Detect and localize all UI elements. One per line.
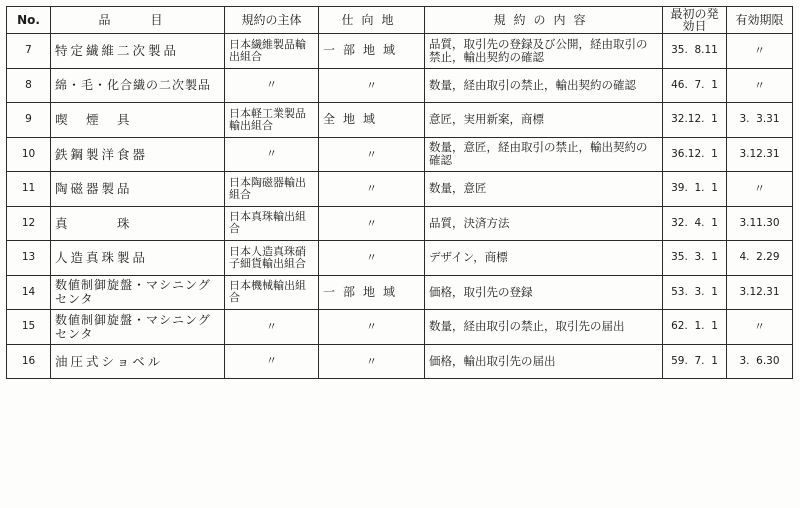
cell-expiry-date: 3.11.30 [727, 206, 793, 241]
cell-no: 15 [7, 310, 51, 345]
table-row [7, 241, 793, 276]
cell-expiry-date [727, 172, 793, 207]
table-row [7, 103, 793, 138]
cell-product: 数値制御旋盤・マシニングセンタ [51, 310, 225, 345]
table-row [7, 275, 793, 310]
cell-destination [319, 172, 425, 207]
table-row [7, 172, 793, 207]
header-content: 規約の内容 [425, 7, 663, 34]
table-row [7, 206, 793, 241]
cell-destination: 一部地域 [319, 275, 425, 310]
ditto-mark: 〃 [754, 320, 765, 334]
cell-no: 16 [7, 344, 51, 379]
cell-product: 数値制御旋盤・マシニングセンタ [51, 275, 225, 310]
cell-product: 鉄鋼製洋食器 [51, 137, 225, 172]
ditto-mark: 〃 [366, 147, 377, 161]
cell-first-effective-date: 32. 4. 1 [663, 206, 727, 241]
cell-expiry-date: 3.12.31 [727, 275, 793, 310]
cell-product: 特定繊維二次製品 [51, 34, 225, 69]
cell-first-effective-date: 32.12. 1 [663, 103, 727, 138]
cell-first-effective-date: 39. 1. 1 [663, 172, 727, 207]
cell-agreement-content: 品質，取引先の登録及び公開，経由取引の禁止，輸出契約の確認 [425, 34, 663, 69]
cell-first-effective-date: 36.12. 1 [663, 137, 727, 172]
cell-no: 12 [7, 206, 51, 241]
cell-regulating-body [225, 137, 319, 172]
cell-no: 13 [7, 241, 51, 276]
ditto-mark: 〃 [366, 216, 377, 230]
cell-product: 真 珠 [51, 206, 225, 241]
cell-first-effective-date: 35. 8.11 [663, 34, 727, 69]
cell-destination: 一部地域 [319, 34, 425, 69]
ditto-mark: 〃 [366, 78, 377, 92]
cell-destination [319, 137, 425, 172]
cell-destination [319, 206, 425, 241]
cell-destination [319, 241, 425, 276]
cell-expiry-date: 3. 3.31 [727, 103, 793, 138]
ditto-mark: 〃 [366, 354, 377, 368]
ditto-mark: 〃 [266, 147, 277, 161]
ditto-mark: 〃 [754, 182, 765, 196]
cell-product: 人造真珠製品 [51, 241, 225, 276]
cell-expiry-date: 3.12.31 [727, 137, 793, 172]
ditto-mark: 〃 [366, 182, 377, 196]
ditto-mark: 〃 [754, 78, 765, 92]
table-row [7, 344, 793, 379]
cell-no: 10 [7, 137, 51, 172]
cell-regulating-body: 日本繊維製品輸出組合 [225, 34, 319, 69]
table-row [7, 137, 793, 172]
cell-agreement-content: 意匠，実用新案，商標 [425, 103, 663, 138]
cell-destination [319, 68, 425, 103]
cell-expiry-date [727, 34, 793, 69]
cell-agreement-content: 品質，決済方法 [425, 206, 663, 241]
cell-no: 8 [7, 68, 51, 103]
cell-first-effective-date: 46. 7. 1 [663, 68, 727, 103]
cell-agreement-content: 価格，輸出取引先の届出 [425, 344, 663, 379]
ditto-mark: 〃 [366, 320, 377, 334]
ditto-mark: 〃 [366, 251, 377, 265]
cell-regulating-body: 日本軽工業製品輸出組合 [225, 103, 319, 138]
cell-agreement-content: 数量，経由取引の禁止，取引先の届出 [425, 310, 663, 345]
cell-regulating-body: 日本陶磁器輸出組合 [225, 172, 319, 207]
cell-first-effective-date: 53. 3. 1 [663, 275, 727, 310]
cell-agreement-content: 数量，経由取引の禁止，輸出契約の確認 [425, 68, 663, 103]
cell-agreement-content: デザイン，商標 [425, 241, 663, 276]
table-row [7, 34, 793, 69]
header-expiry: 有効期限 [727, 7, 793, 34]
cell-regulating-body [225, 310, 319, 345]
export-agreements-table [6, 6, 793, 379]
header-region: 仕向地 [319, 7, 425, 34]
cell-expiry-date: 4. 2.29 [727, 241, 793, 276]
cell-destination [319, 344, 425, 379]
cell-regulating-body [225, 68, 319, 103]
header-body: 規約の主体 [225, 7, 319, 34]
cell-expiry-date: 3. 6.30 [727, 344, 793, 379]
cell-product: 綿・毛・化合繊の二次製品 [51, 68, 225, 103]
cell-expiry-date [727, 68, 793, 103]
cell-no: 7 [7, 34, 51, 69]
cell-no: 11 [7, 172, 51, 207]
cell-regulating-body [225, 344, 319, 379]
cell-expiry-date [727, 310, 793, 345]
table-row [7, 68, 793, 103]
cell-agreement-content: 価格，取引先の登録 [425, 275, 663, 310]
ditto-mark: 〃 [754, 44, 765, 58]
cell-product: 陶磁器製品 [51, 172, 225, 207]
cell-agreement-content: 数量，意匠 [425, 172, 663, 207]
cell-agreement-content: 数量，意匠，経由取引の禁止，輸出契約の確認 [425, 137, 663, 172]
cell-no: 9 [7, 103, 51, 138]
cell-regulating-body: 日本機械輸出組合 [225, 275, 319, 310]
ditto-mark: 〃 [266, 319, 277, 333]
header-no: No. [7, 7, 51, 34]
cell-product: 喫 煙 具 [51, 103, 225, 138]
cell-destination: 全地域 [319, 103, 425, 138]
cell-regulating-body: 日本人造真珠硝子細貨輸出組合 [225, 241, 319, 276]
header-product: 品 目 [51, 7, 225, 34]
cell-product: 油圧式ショベル [51, 344, 225, 379]
cell-no: 14 [7, 275, 51, 310]
table-row [7, 310, 793, 345]
cell-first-effective-date: 35. 3. 1 [663, 241, 727, 276]
cell-destination [319, 310, 425, 345]
ditto-mark: 〃 [266, 78, 277, 92]
header-first-effective: 最初の発効日 [663, 7, 727, 34]
cell-first-effective-date: 59. 7. 1 [663, 344, 727, 379]
cell-regulating-body: 日本真珠輸出組合 [225, 206, 319, 241]
header-row [7, 7, 793, 34]
cell-first-effective-date: 62. 1. 1 [663, 310, 727, 345]
ditto-mark: 〃 [266, 354, 277, 368]
